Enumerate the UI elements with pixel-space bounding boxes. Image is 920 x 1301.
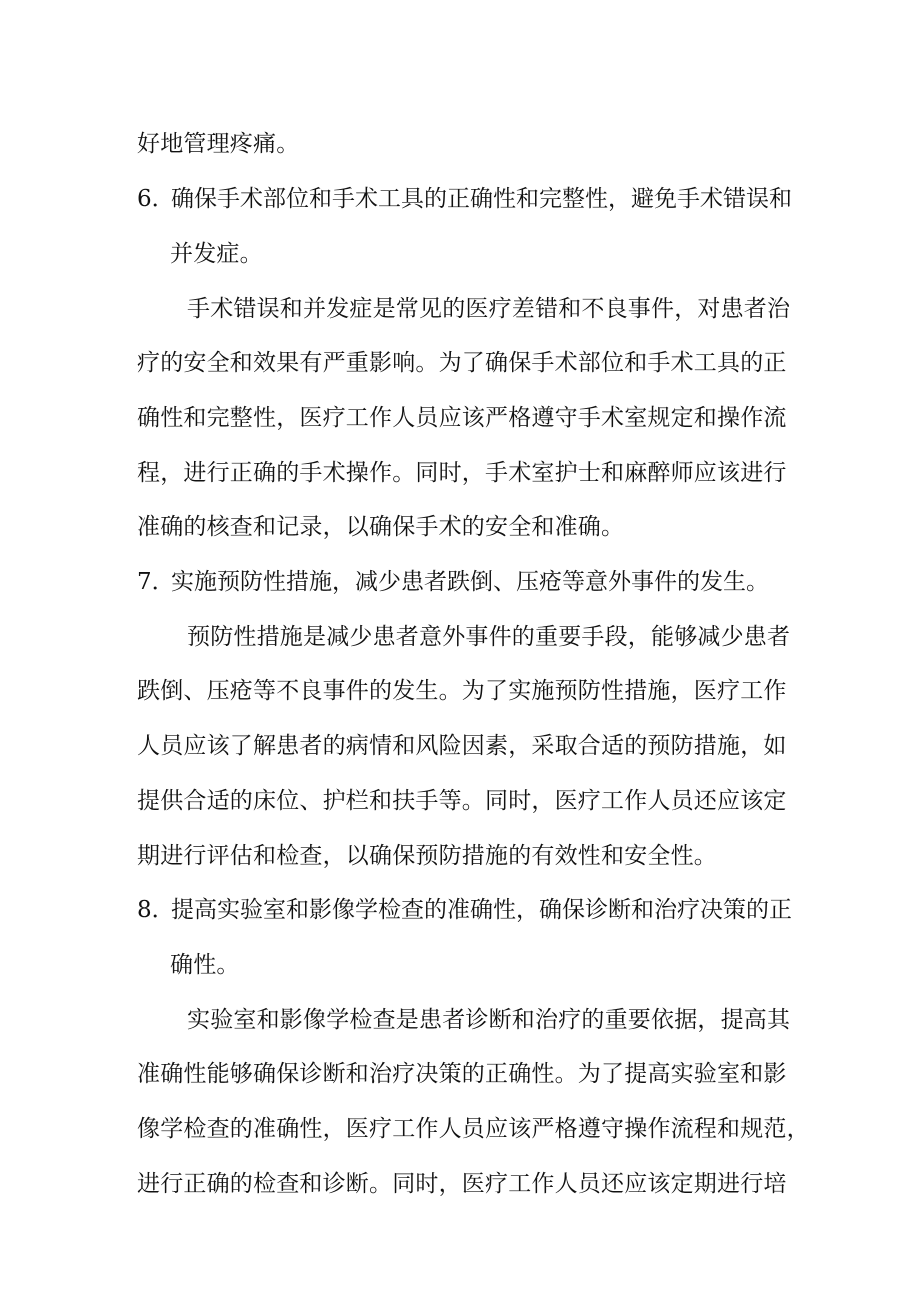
paragraph-line: 像学检查的准确性，医疗工作人员应该严格遵守操作流程和规范， [137,1116,810,1142]
heading-text: 确保手术部位和手术工具的正确性和完整性，避免手术错误和 [171,186,792,212]
heading-continuation: 确性。 [170,952,240,978]
paragraph-line: 确性和完整性，医疗工作人员应该严格遵守手术室规定和操作流 [137,405,787,431]
paragraph-line: 提供合适的床位、护栏和扶手等。同时，医疗工作人员还应该定 [137,788,787,814]
heading-number: 6． [137,186,175,212]
heading-number: 7． [137,569,175,595]
paragraph-line: 疗的安全和效果有严重影响。为了确保手术部位和手术工具的正 [137,350,787,376]
paragraph-line: 准确性能够确保诊断和治疗决策的正确性。为了提高实验室和影 [137,1061,787,1087]
paragraph-line: 程，进行正确的手术操作。同时，手术室护士和麻醉师应该进行 [137,460,787,486]
paragraph-line: 进行正确的检查和诊断。同时，医疗工作人员还应该定期进行培 [137,1171,787,1197]
heading-continuation: 并发症。 [170,241,263,267]
section-heading-6 [137,184,792,214]
heading-number: 8． [137,897,175,923]
heading-text: 实施预防性措施，减少患者跌倒、压疮等意外事件的发生。 [171,569,769,595]
paragraph-line: 好地管理疼痛。 [137,131,300,157]
paragraph-line: 准确的核查和记录，以确保手术的安全和准确。 [137,514,625,540]
heading-text: 提高实验室和影像学检查的准确性，确保诊断和治疗决策的正 [171,897,792,923]
section-heading-8 [137,895,792,925]
paragraph-line: 预防性措施是减少患者意外事件的重要手段，能够减少患者 [187,624,791,650]
section-heading-7 [137,567,769,597]
paragraph-line: 人员应该了解患者的病情和风险因素，采取合适的预防措施，如 [137,733,787,759]
paragraph-line: 跌倒、压疮等不良事件的发生。为了实施预防性措施，医疗工作 [137,678,787,704]
paragraph-line: 实验室和影像学检查是患者诊断和治疗的重要依据，提高其 [187,1007,791,1033]
paragraph-line: 手术错误和并发症是常见的医疗差错和不良事件，对患者治 [187,296,791,322]
paragraph-line: 期进行评估和检查，以确保预防措施的有效性和安全性。 [137,843,717,869]
